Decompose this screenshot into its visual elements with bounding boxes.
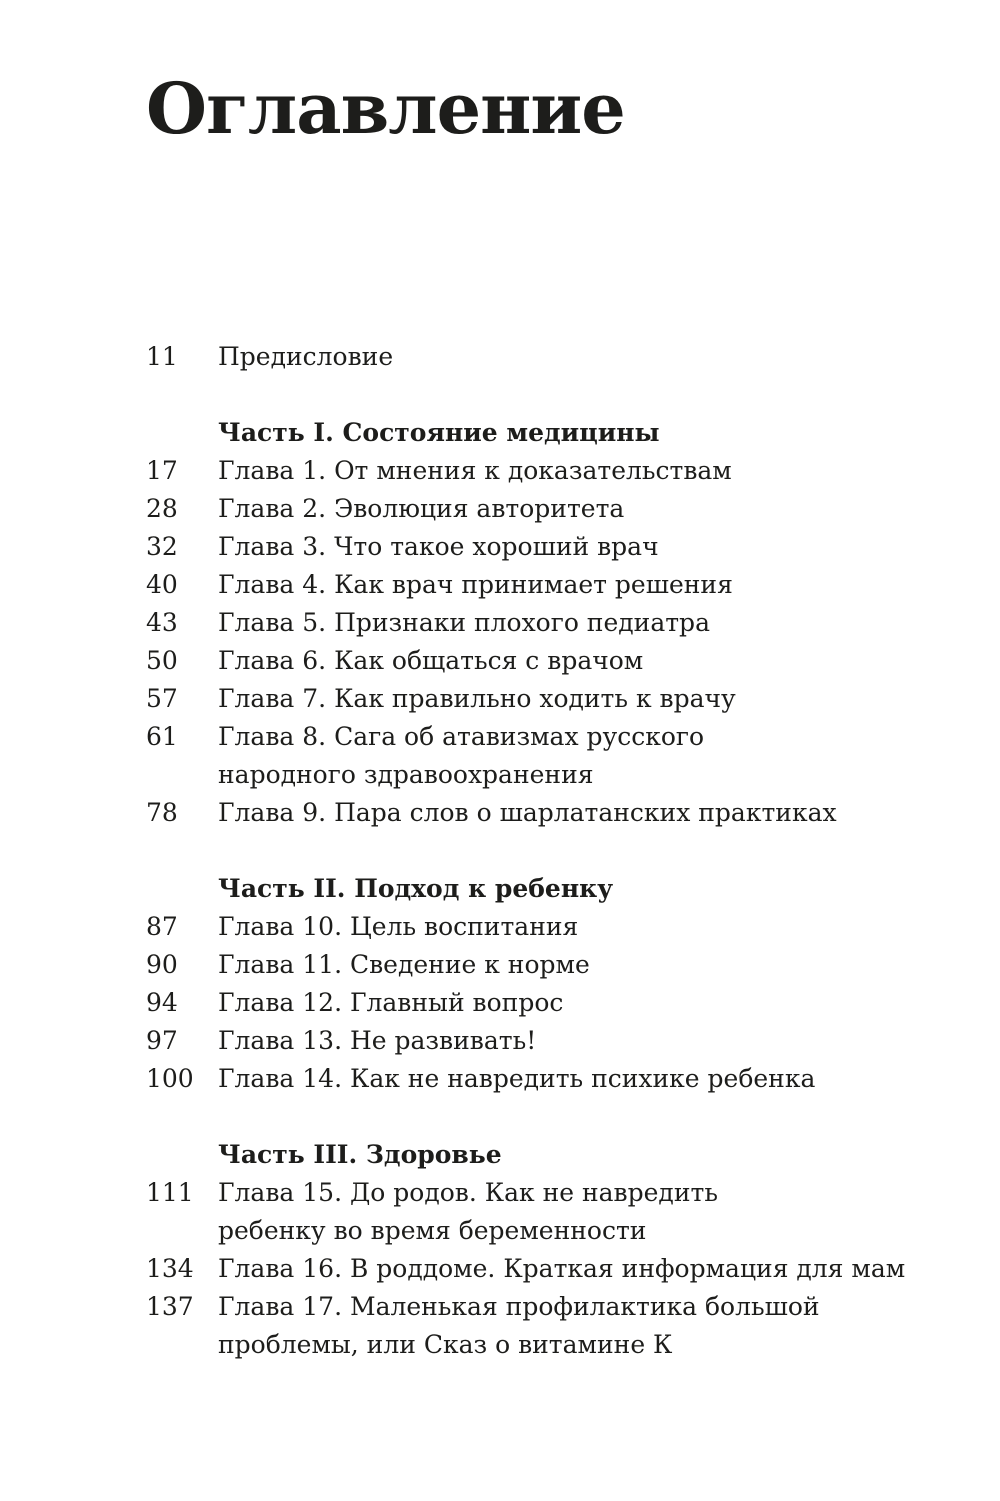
toc-entry[interactable]	[146, 1250, 966, 1288]
part-heading-2: Часть II. Подход к ребенку	[218, 874, 614, 903]
page-number: 43	[146, 608, 178, 637]
entry-title: Глава 7. Как правильно ходить к врачу	[218, 684, 736, 713]
toc-entry[interactable]	[146, 1022, 966, 1060]
entry-title: Предисловие	[218, 342, 394, 371]
toc-entry[interactable]	[146, 946, 966, 984]
page-number: 111	[146, 1178, 194, 1207]
page-number: 61	[146, 722, 178, 751]
entry-title: Глава 15. До родов. Как не навредить ребенку во время беременности	[218, 1178, 718, 1245]
toc-entry[interactable]	[146, 908, 966, 946]
page-number: 28	[146, 494, 178, 523]
entry-title: Глава 11. Сведение к норме	[218, 950, 590, 979]
page-number: 57	[146, 684, 178, 713]
page-number: 87	[146, 912, 178, 941]
toc-entry[interactable]	[146, 566, 966, 604]
page-number: 134	[146, 1254, 194, 1283]
entry-title: Глава 6. Как общаться с врачом	[218, 646, 644, 675]
part-heading-1: Часть I. Состояние медицины	[218, 418, 660, 447]
toc-entry[interactable]	[146, 1288, 966, 1364]
toc-entry[interactable]	[146, 452, 966, 490]
toc-entry[interactable]	[146, 490, 966, 528]
table-of-contents	[146, 338, 966, 1364]
page-number: 17	[146, 456, 178, 485]
page-number: 50	[146, 646, 178, 675]
toc-entry[interactable]	[146, 794, 966, 832]
entry-title: Глава 8. Сага об атавизмах русского народного здравоохранения	[218, 722, 705, 789]
part-heading-3: Часть III. Здоровье	[218, 1140, 502, 1169]
page-number: 40	[146, 570, 178, 599]
page-number: 97	[146, 1026, 178, 1055]
entry-title: Глава 4. Как врач принимает решения	[218, 570, 733, 599]
page-number: 100	[146, 1064, 194, 1093]
entry-title: Глава 14. Как не навредить психике ребенка	[218, 1064, 816, 1093]
toc-entry[interactable]	[146, 1060, 966, 1098]
page-number: 11	[146, 342, 178, 371]
entry-title: Глава 5. Признаки плохого педиатра	[218, 608, 710, 637]
entry-title: Глава 17. Маленькая профилактика большой проблемы, или Сказ о витамине К	[218, 1292, 820, 1359]
entry-title: Глава 16. В роддоме. Краткая информация для мам	[218, 1254, 906, 1283]
toc-entry[interactable]	[146, 984, 966, 1022]
toc-entry[interactable]	[146, 718, 966, 794]
toc-entry[interactable]	[146, 604, 966, 642]
page-number: 90	[146, 950, 178, 979]
entry-title: Глава 12. Главный вопрос	[218, 988, 564, 1017]
page-number: 137	[146, 1292, 194, 1321]
entry-title: Глава 2. Эволюция авторитета	[218, 494, 625, 523]
toc-entry[interactable]	[146, 642, 966, 680]
toc-entry[interactable]	[146, 528, 966, 566]
entry-title: Глава 9. Пара слов о шарлатанских практиках	[218, 798, 837, 827]
entry-title: Глава 1. От мнения к доказательствам	[218, 456, 732, 485]
toc-entry[interactable]	[146, 680, 966, 718]
entry-title: Глава 10. Цель воспитания	[218, 912, 579, 941]
page-number: 32	[146, 532, 178, 561]
toc-entry-preface[interactable]	[146, 338, 966, 376]
toc-entry[interactable]	[146, 1174, 966, 1250]
page-title: Оглавление	[146, 67, 625, 150]
entry-title: Глава 3. Что такое хороший врач	[218, 532, 659, 561]
page-number: 78	[146, 798, 178, 827]
entry-title: Глава 13. Не развивать!	[218, 1026, 537, 1055]
page-number: 94	[146, 988, 178, 1017]
